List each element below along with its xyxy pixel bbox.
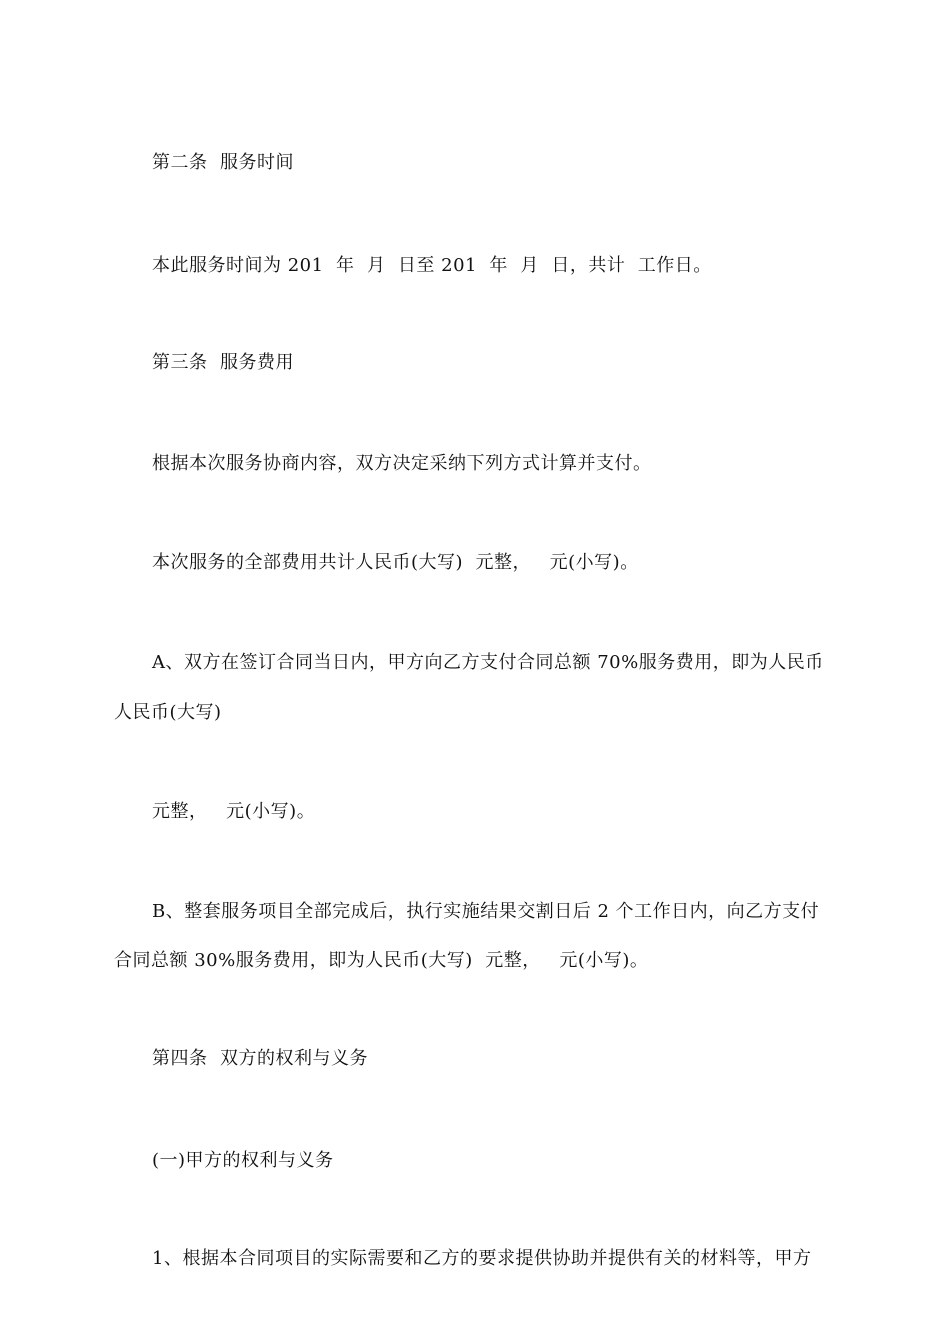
service-time-paragraph: 本此服务时间为 201 年 月 日至 201 年 月 日，共计 工作日。 (152, 255, 712, 276)
article-4-heading: 第四条 双方的权利与义务 (152, 1048, 368, 1069)
fee-method-paragraph: 根据本次服务协商内容，双方决定采纳下列方式计算并支付。 (152, 453, 652, 474)
clause-b-line-2: 合同总额 30%服务费用，即为人民币(大写) 元整， 元(小写)。 (114, 950, 649, 971)
clause-a-line-2: 人民币(大写) (114, 702, 222, 723)
article-2-heading: 第二条 服务时间 (152, 152, 294, 173)
party-a-rights-heading: (一)甲方的权利与义务 (152, 1150, 334, 1171)
clause-b-line-1: B、整套服务项目全部完成后，执行实施结果交割日后 2 个工作日内，向乙方支付 (152, 901, 820, 922)
clause-a-line-3: 元整， 元(小写)。 (152, 801, 316, 822)
clause-a-line-1: A、双方在签订合同当日内，甲方向乙方支付合同总额 70%服务费用，即为人民币 (152, 652, 824, 673)
article-3-heading: 第三条 服务费用 (152, 352, 294, 373)
total-fee-paragraph: 本次服务的全部费用共计人民币(大写) 元整， 元(小写)。 (152, 552, 639, 573)
party-a-item-1: 1、根据本合同项目的实际需要和乙方的要求提供协助并提供有关的材料等，甲方 (152, 1248, 812, 1269)
